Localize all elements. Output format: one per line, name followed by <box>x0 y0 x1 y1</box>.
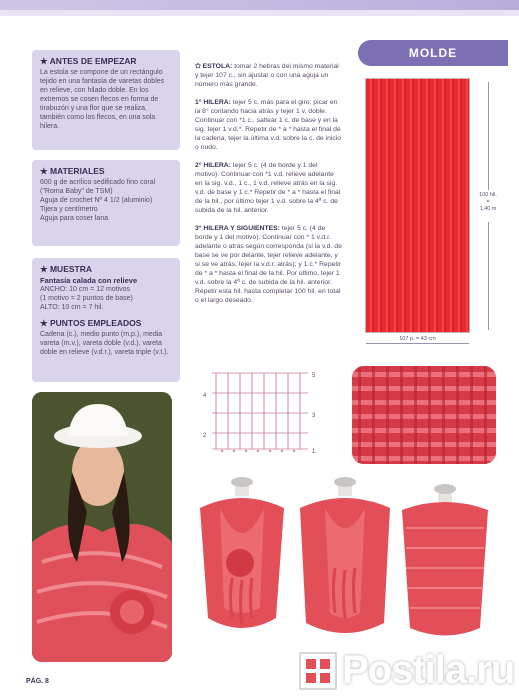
height-dimension-line-top <box>488 82 489 190</box>
box-1-text: La estola se compone de un rectángulo tejido en una fantasía de varetas dobles en relieve, con hilado doble. En los extremos se cosen flecos en forma de tirabuzón y una flor que se realiza, también como los flecos, en una sola hilera. <box>40 69 165 130</box>
instruction-h3 <box>195 224 343 305</box>
box-2-title: ★ MATERIALES <box>40 166 105 176</box>
height-label-1: 100 hil. <box>479 192 497 198</box>
box-muestra <box>32 258 180 382</box>
material-line-1: 600 g de acrílico sedificado fino coral ("Roma Baby" de TSM) <box>40 179 156 195</box>
instruction-estola <box>195 62 343 89</box>
top-color-band-light <box>0 10 519 16</box>
muestra-line-2: (1 motivo = 2 puntos de base) <box>40 295 133 302</box>
watermark <box>298 648 514 693</box>
muestra-line-1: ANCHO: 10 cm = 12 motivos <box>40 286 131 293</box>
box-3-title: ★ MUESTRA <box>40 264 93 274</box>
row-number-left-1: 4 <box>203 393 207 399</box>
width-dimension-label: 107 p. = 43 cm <box>399 336 436 342</box>
height-dimension-line-bottom <box>488 222 489 330</box>
h3-head: 3° HILERA Y SIGUIENTES: <box>195 225 280 232</box>
row-number-right-1: 5 <box>312 373 316 379</box>
row-number-left-2: 2 <box>203 433 207 439</box>
mannequin-2 <box>300 477 390 633</box>
box-1-title: ★ ANTES DE EMPEZAR <box>40 56 137 66</box>
molde-tab <box>358 40 508 66</box>
estola-head: ✩ ESTOLA: <box>195 63 233 70</box>
instruction-h2 <box>195 161 343 215</box>
material-line-4: Aguja para coser lana <box>40 215 109 222</box>
height-label-2: = <box>486 199 490 205</box>
width-dimension-line <box>366 343 469 344</box>
instructions-column <box>195 62 343 314</box>
row-number-right-2: 3 <box>312 413 316 419</box>
puntos-text: Cadena (c.), medio punto (m.p.), media vareta (m.v.), vareta doble (v.d.), vareta doble en relieve (v.d.r.), vareta triple (v.t.). <box>40 331 169 356</box>
box-3-title-2: ★ PUNTOS EMPLEADOS <box>40 318 142 328</box>
model-photo <box>32 392 172 662</box>
watermark-text: Postila.ru <box>342 648 515 692</box>
estola-text: tomar 2 hebras del mismo material y tejer 107 c., sin ajustar o con una aguja un número más grande. <box>195 63 339 88</box>
h1-head: 1° HILERA: <box>195 99 231 106</box>
molde-rectangle <box>366 79 469 332</box>
muestra-line-3: ALTO: 10 cm = 7 hil. <box>40 304 104 311</box>
stitch-texture-photo <box>352 366 496 464</box>
page-number: PÁG. 8 <box>26 678 49 685</box>
molde-tab-label: MOLDE <box>408 46 458 60</box>
top-color-band <box>0 0 519 10</box>
stitch-diagram <box>200 365 320 455</box>
mannequin-photos <box>180 468 510 663</box>
mannequin-3 <box>402 484 488 636</box>
h2-head: 2° HILERA: <box>195 162 231 169</box>
h3-text: tejer 5 c. (4 de borde y 1 del motivo). Continuar con * 1 v.d.r. adelante o atrás según corresponda (si la v.d. de base se ve por delante, tejer relieve adelante, y si se ve atrás, tejer la v.d.r. atrás); y 1 c.* Repetir de * a * hasta el final de la hil. Por último, tejer 1 v.d. sobre la 4ª c. de subida de la hil. anterior. Repetir esta hil. hasta completar 100 hil. en total o el largo deseado. <box>195 225 342 304</box>
box-antes-de-empezar <box>32 50 180 150</box>
material-line-2: Aguja de crochet Nº 4 1/2 (aluminio) <box>40 197 153 204</box>
box-materiales <box>32 160 180 246</box>
height-label-3: 1,40 m <box>479 206 497 212</box>
mannequin-1 <box>200 477 284 628</box>
h2-text: tejer 5 c. (4 de borde y 1 del motivo). Continuar con *1 v.d. relieve adelante en la sig. v.d., 1 c., 1 v.d. relieve atrás en la sig. v.d. de base y 1 c.* Repetir de * a * hasta el final de la hil., por último tejer 1 v.d. sobre la 4ª c. de subida de la hil. anterior. <box>195 162 341 214</box>
h1-text: tejer 5 c. más para el giro; picar en la 8° contando hacia atrás y tejer 1 v. doble. Continuar con *1 c., saltear 1 c. de base y en la sig. tejer 1 v.d.*. Repetir de * a * hasta el final de la cadena, tejer la última v.d. sobre la c. de inicio o nudo. <box>195 99 342 151</box>
box-3-subtitle: Fantasía calada con relieve <box>40 276 138 285</box>
material-line-3: Tijera y centímetro <box>40 206 98 213</box>
row-number-right-3: 1 <box>312 449 316 455</box>
height-dimension-label <box>473 192 503 213</box>
watermark-logo-icon <box>298 651 338 691</box>
instruction-h1 <box>195 98 343 152</box>
